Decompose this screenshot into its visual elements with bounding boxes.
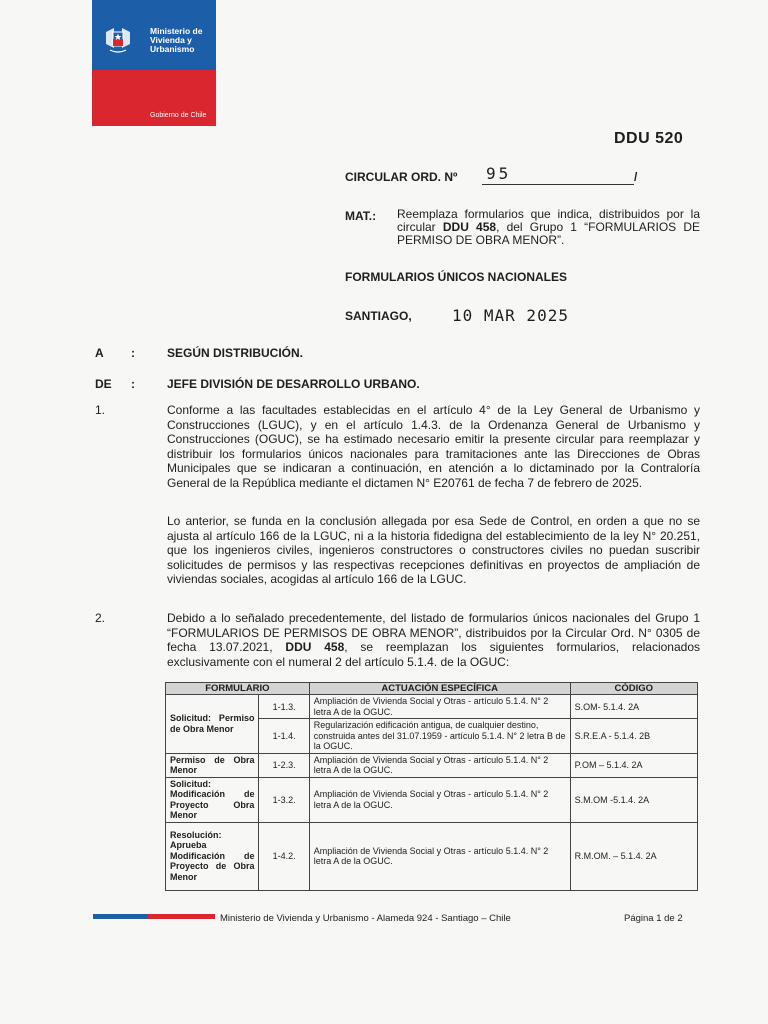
footer-color-bar [93,914,215,919]
document-code: DDU 520 [614,130,684,147]
paragraph-1: Conforme a las facultades establecidas en el artículo 4° de la Ley General de Urbanismo y Construcciones (LGUC), y en el artículo 1.4.3. de la Ordenanza General de Urbanismo y Construcciones (OGUC), se ha estimado necesario emitir la presente circular para reemplazar y distribuir los formularios únicos nacionales para tramitaciones ante las Direcciones de Obras Municipales que se indicaran a continuación, en atención a lo dictaminado por la Contraloría General de la República mediante el dictamen N° E20761 de fecha 7 de febrero de 2025. [167,403,700,490]
cell-codigo: P.OM – 5.1.4. 2A [570,753,697,777]
table-row [166,753,698,777]
to-value: SEGÚN DISTRIBUCIÓN. [167,346,304,360]
table-row [166,822,698,890]
paragraph-2: Debido a lo señalado precedentemente, del listado de formularios únicos nacionales del Grupo 1 “FORMULARIOS DE PERMISOS DE OBRA MENOR”, distribuidos por la Circular Ord. N° 0305 de fecha 13.07.2021, DDU 458, se reemplazan los siguientes formularios, relacionados exclusivamente con el numeral 2 del artículo 5.1.4. de la OGUC: [167,611,700,669]
mat-text: Reemplaza formularios que indica, distribuidos por la circular DDU 458, del Grupo 1 “FORMULARIOS DE PERMISO DE OBRA MENOR”. [397,207,700,247]
cell-num: 1-3.2. [259,777,309,822]
cell-actuacion: Ampliación de Vivienda Social y Otras - artículo 5.1.4. N° 2 letra A de la OGUC. [309,822,570,890]
from-colon: : [131,377,135,391]
footer-bar-red [148,914,215,919]
from-value: JEFE DIVISIÓN DE DESARROLLO URBANO. [167,377,420,391]
mat-text-end: , del Grupo 1 “FORMULARIOS DE PERMISO DE OBRA MENOR”. [397,220,700,247]
cell-formulario: Resolución: Aprueba Modificación de Proyecto de Obra Menor [166,822,259,890]
cell-codigo: S.OM- 5.1.4. 2A [570,695,697,719]
coat-of-arms-icon [100,26,136,54]
logo-title: Ministerio de Vivienda y Urbanismo [150,26,203,54]
table-row [166,777,698,822]
table-header-row [166,683,698,695]
to-colon: : [131,346,135,360]
cell-actuacion: Ampliación de Vivienda Social y Otras - artículo 5.1.4. N° 2 letra A de la OGUC. [309,753,570,777]
from-label: DE [95,377,112,391]
page-number: Página 1 de 2 [624,913,683,924]
footer-address: Ministerio de Vivienda y Urbanismo - Alameda 924 - Santiago – Chile [220,913,511,924]
table-row [166,695,698,719]
cell-codigo: R.M.OM. – 5.1.4. 2A [570,822,697,890]
circular-label: CIRCULAR ORD. Nº [345,170,458,184]
cell-num: 1-4.2. [259,822,309,890]
paragraph-1b: Lo anterior, se funda en la conclusión allegada por esa Sede de Control, en orden a que no se ajusta al artículo 166 de la LGUC, ni a la historia fidedigna del establecimiento de la ley N° 20.251, que los ingenieros civiles, ingenieros constructores o constructores civiles no puedan suscribir solicitudes de permisos y las respectivas recepciones definitivas en proyectos de ampliación de viviendas sociales, acogidas al artículo 166 de la LGUC. [167,514,700,587]
mat-label: MAT.: [345,209,377,223]
circular-number: 95 [486,164,512,183]
header-formulario: FORMULARIO [166,683,310,695]
to-label: A [95,346,104,360]
place-label: SANTIAGO, [345,309,412,323]
circular-slash: / [634,170,638,184]
circular-number-line [482,184,634,185]
ministry-logo [92,0,216,126]
footer-bar-blue [93,914,148,919]
cell-num: 1-1.4. [259,719,309,754]
cell-actuacion: Regularización edificación antigua, de cualquier destino, construida antes del 31.07.1959 - artículo 5.1.4. N° 2 letra B de la OGUC. [309,719,570,754]
header-codigo: CÓDIGO [570,683,697,695]
date-stamp: 10 MAR 2025 [452,306,569,325]
logo-footer: Gobierno de Chile [150,112,207,119]
cell-codigo: S.R.E.A - 5.1.4. 2B [570,719,697,754]
paragraph-number-1: 1. [95,403,106,417]
paragraph-number-2: 2. [95,611,106,625]
forms-table [165,682,698,891]
subject-title: FORMULARIOS ÚNICOS NACIONALES [345,270,567,284]
cell-num: 1-2.3. [259,753,309,777]
cell-num: 1-1.3. [259,695,309,719]
cell-formulario: Solicitud: Permiso de Obra Menor [166,695,259,754]
cell-formulario: Permiso de Obra Menor [166,753,259,777]
cell-formulario: Solicitud: Modificación de Proyecto Obra Menor [166,777,259,822]
header-actuacion: ACTUACIÓN ESPECÍFICA [309,683,570,695]
cell-actuacion: Ampliación de Vivienda Social y Otras - artículo 5.1.4. N° 2 letra A de la OGUC. [309,777,570,822]
cell-actuacion: Ampliación de Vivienda Social y Otras - artículo 5.1.4. N° 2 letra A de la OGUC. [309,695,570,719]
cell-codigo: S.M.OM -5.1.4. 2A [570,777,697,822]
